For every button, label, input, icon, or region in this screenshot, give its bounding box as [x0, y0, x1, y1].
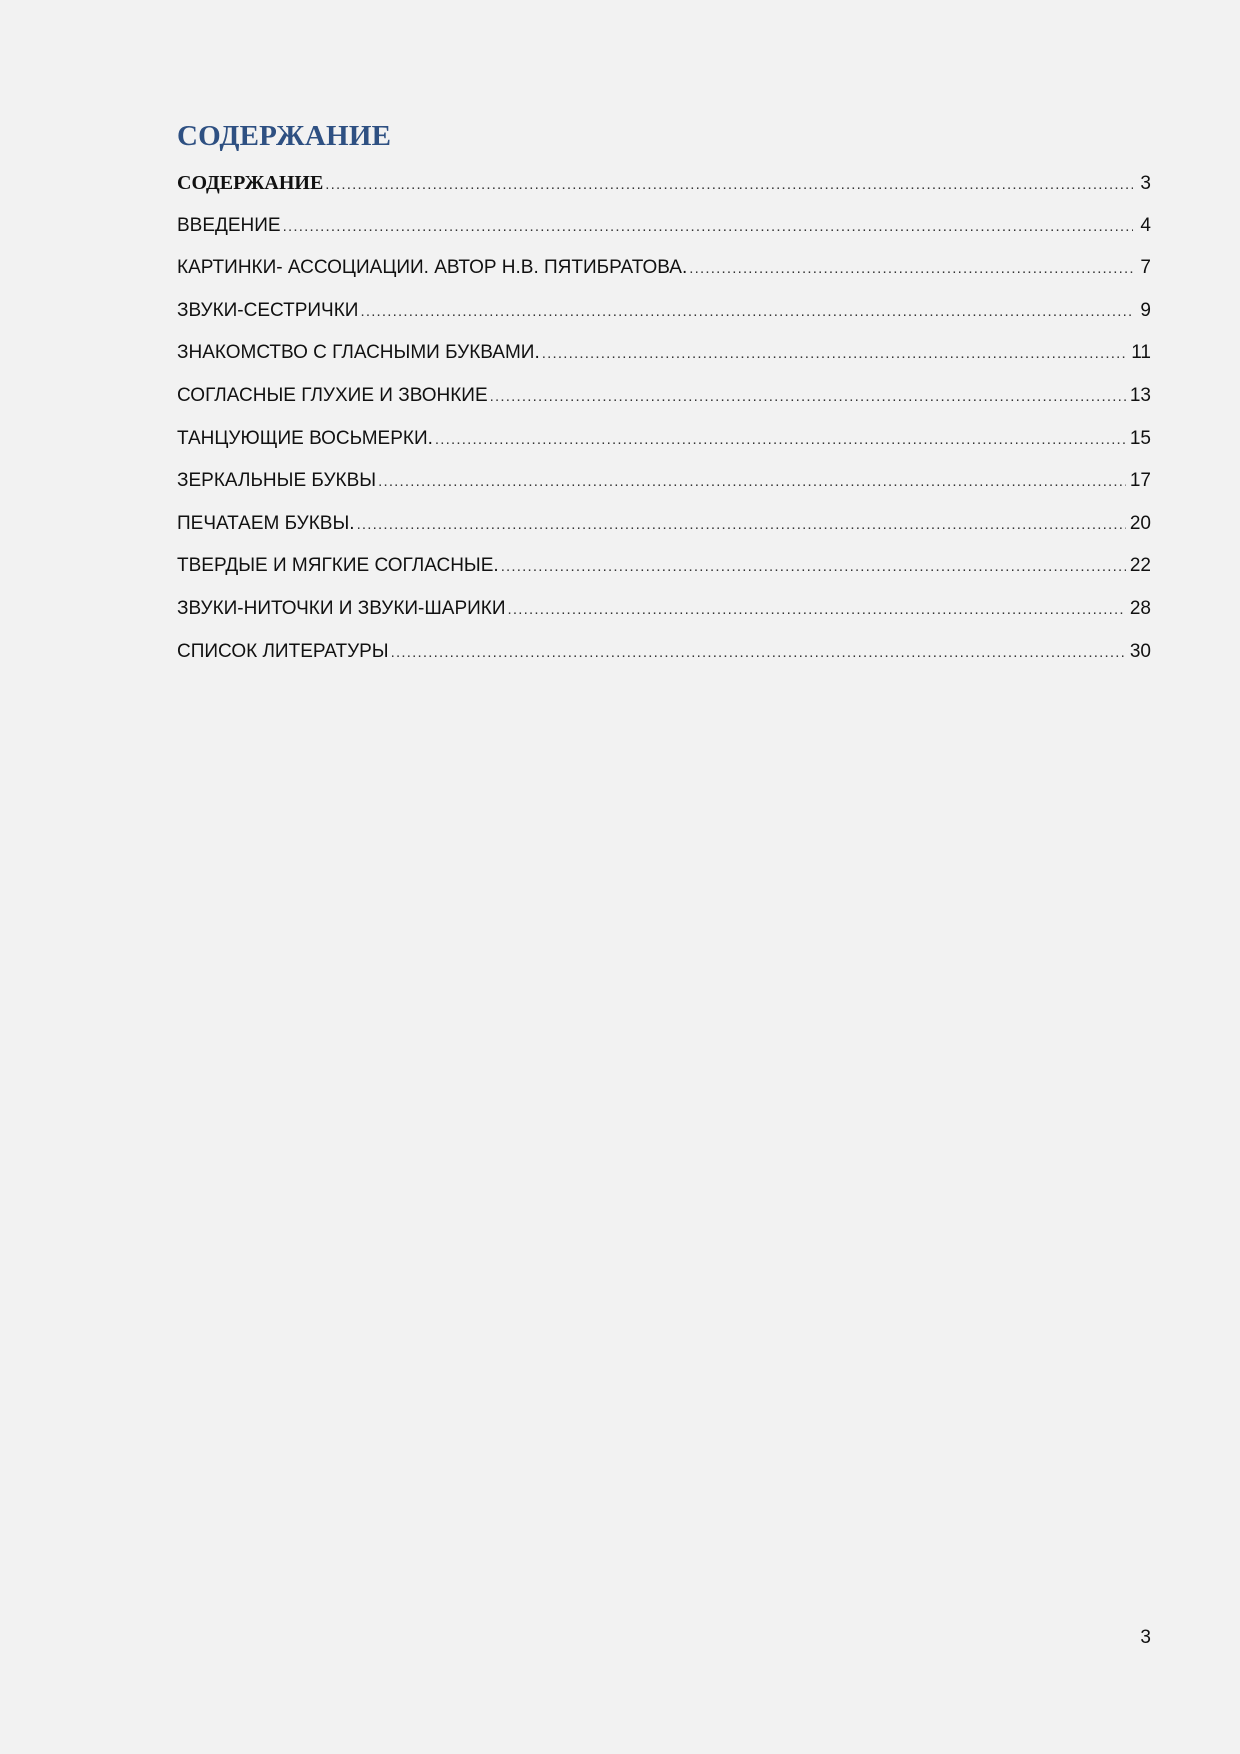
toc-entry-title: КАРТИНКИ- АССОЦИАЦИИ. АВТОР Н.В. ПЯТИБРАТОВА. — [177, 257, 688, 279]
toc-dot-leader — [325, 164, 1133, 207]
toc-entry-title: ПЕЧАТАЕМ БУКВЫ. — [177, 512, 355, 534]
toc-heading: СОДЕРЖАНИЕ — [177, 120, 392, 152]
toc-entry[interactable] — [177, 545, 1151, 588]
toc-entry-title: ТВЕРДЫЕ И МЯГКИЕ СОГЛАСНЫЕ. — [177, 555, 499, 577]
toc-entry[interactable] — [177, 332, 1151, 375]
toc-entry-page: 13 — [1129, 384, 1151, 406]
toc-dot-leader — [357, 504, 1126, 547]
toc-entry-page: 30 — [1129, 640, 1151, 662]
toc-entry-page: 11 — [1131, 342, 1151, 364]
toc-dot-leader — [490, 376, 1126, 419]
toc-entry[interactable] — [177, 162, 1151, 205]
toc-entry[interactable] — [177, 588, 1151, 631]
toc-entry[interactable] — [177, 290, 1151, 333]
toc-dot-leader — [360, 291, 1133, 334]
toc-entry-page: 28 — [1129, 597, 1151, 619]
toc-entry-title: ТАНЦУЮЩИЕ ВОСЬМЕРКИ. — [177, 427, 433, 449]
toc-entry-page: 9 — [1140, 299, 1151, 321]
toc-entry-page: 22 — [1129, 555, 1151, 577]
toc-entry-title: ЗВУКИ-НИТОЧКИ И ЗВУКИ-ШАРИКИ — [177, 597, 506, 619]
toc-entry-page: 4 — [1140, 214, 1151, 236]
toc-dot-leader — [391, 632, 1126, 675]
table-of-contents — [177, 162, 1151, 673]
toc-entry[interactable] — [177, 205, 1151, 248]
toc-entry-title: СОДЕРЖАНИЕ — [177, 172, 324, 194]
toc-entry-title: СПИСОК ЛИТЕРАТУРЫ — [177, 640, 389, 662]
toc-entry-page: 17 — [1129, 470, 1151, 492]
toc-entry-page: 7 — [1140, 257, 1151, 279]
toc-entry-title: ЗВУКИ-СЕСТРИЧКИ — [177, 299, 359, 321]
toc-entry-title: ЗНАКОМСТВО С ГЛАСНЫМИ БУКВАМИ. — [177, 342, 540, 364]
toc-entry-page: 3 — [1140, 173, 1151, 194]
toc-entry[interactable] — [177, 418, 1151, 461]
toc-entry-page: 20 — [1129, 512, 1151, 534]
toc-entry-title: ЗЕРКАЛЬНЫЕ БУКВЫ — [177, 470, 377, 492]
toc-dot-leader — [378, 461, 1126, 504]
toc-dot-leader — [508, 589, 1126, 632]
toc-entry[interactable] — [177, 631, 1151, 674]
page-number: 3 — [1140, 1627, 1151, 1648]
toc-dot-leader — [435, 419, 1126, 462]
toc-entry-title: СОГЛАСНЫЕ ГЛУХИЕ И ЗВОНКИЕ — [177, 384, 488, 406]
toc-entry[interactable] — [177, 460, 1151, 503]
toc-dot-leader — [501, 546, 1126, 589]
toc-entry[interactable] — [177, 503, 1151, 546]
toc-entry-title: ВВЕДЕНИЕ — [177, 214, 281, 236]
toc-entry[interactable] — [177, 375, 1151, 418]
toc-entry-page: 15 — [1129, 427, 1151, 449]
toc-dot-leader — [542, 333, 1128, 376]
toc-entry[interactable] — [177, 247, 1151, 290]
toc-dot-leader — [283, 206, 1133, 249]
toc-dot-leader — [689, 248, 1133, 291]
